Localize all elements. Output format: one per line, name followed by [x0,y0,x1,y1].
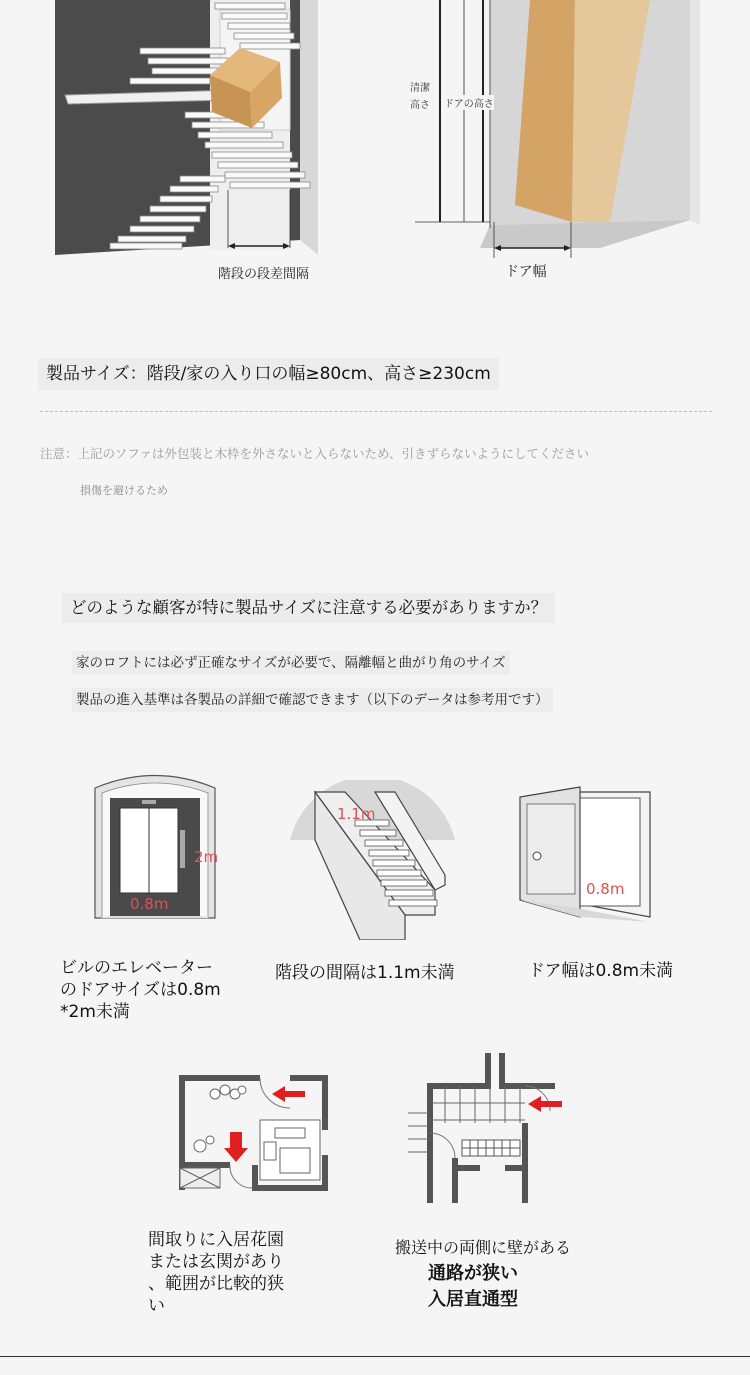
clear-height-label: 清潔 高さ [410,83,430,111]
door-width-value-label [582,875,634,901]
svg-text:1.1m: 1.1m [337,805,376,823]
floorplan2-caption-line-3: 入居直通型 [428,1289,518,1310]
elevator-width-label [126,890,186,916]
floorplan-corridor-icon [400,1048,570,1208]
door-caption: ドア幅は0.8m未満 [528,961,674,981]
floorplan2-caption-line-2: 通路が狭い [428,1263,518,1284]
bottom-rule [0,1356,750,1357]
elevator-height-label [190,843,230,871]
floorplan1-caption: 間取りに入居花園 または玄関があり 、範囲が比較的狭 い [148,1230,284,1316]
svg-text:0.8m: 0.8m [586,880,625,898]
question-title: どのような顧客が特に製品サイズに注意する必要がありますか？ [62,593,555,623]
top-illustrations [0,0,750,290]
staircase-illustration [0,0,750,290]
dashed-divider [40,411,712,412]
stairs-caption: 階段の間隔は1.1m未満 [275,963,455,983]
door-icon [515,782,660,927]
svg-text:2m: 2m [194,848,219,866]
door-width-label: ドア幅 [505,264,547,280]
note-subtext: 損傷を避けるため [80,484,168,497]
question-line-1: 家のロフトには必ず正確なサイズが必要で、隔離幅と曲がり角のサイズ [72,651,510,675]
note-text: 注意：上記のソファは外包装と木枠を外さないと入らないため、引きずらないようにしてください [40,446,590,461]
question-line-2: 製品の進入基準は各製品の詳細で確認できます（以下のデータは参考用です） [72,688,553,712]
floorplan2-caption-line-1: 搬送中の両側に壁がある [395,1238,572,1257]
door-height-label: ドアの高さ [444,95,494,110]
product-size-text: 製品サイズ：階段/家の入り口の幅≥80cm、高さ≥230cm [38,358,499,390]
elevator-caption: ビルのエレベーター のドアサイズは0.8m *2m未満 [60,958,221,1022]
svg-text:0.8m: 0.8m [130,895,169,913]
stair-gap-label: 階段の段差間隔 [218,267,310,282]
floorplan-entry-garden-icon [160,1070,335,1195]
stairs-width-label [333,800,385,826]
